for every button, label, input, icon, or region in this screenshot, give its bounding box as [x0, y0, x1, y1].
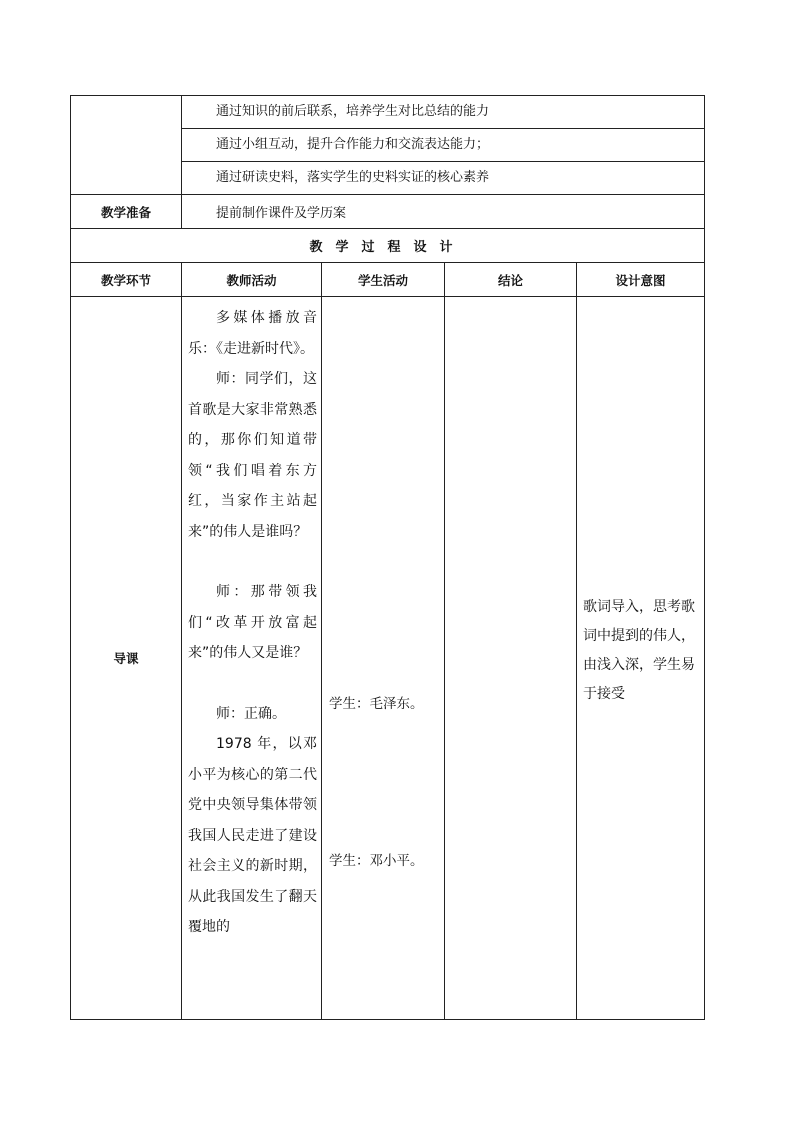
spacer [188, 669, 317, 699]
goal-line-3: 通过研读史料，落实学生的史料实证的核心素养 [182, 162, 705, 195]
teacher-para-2: 师：同学们，这首歌是大家非常熟悉的，那你们知道带领“我们唱着东方红，当家作主站起来”的伟人是谁吗？ [188, 371, 317, 540]
design-intent-cell [577, 297, 705, 1020]
header-teacher: 教师活动 [182, 263, 322, 297]
teacher-para-3: 师：那带领我们“改革开放富起来”的伟人又是谁？ [188, 584, 317, 661]
student-answer-1: 学生：毛泽东。 [329, 696, 424, 712]
teacher-para-1: 多媒体播放音乐：《走进新时代》。 [188, 310, 317, 357]
column-header-row [71, 263, 705, 297]
student-answer-2: 学生：邓小平。 [329, 853, 424, 869]
goals-label-cell [71, 96, 182, 195]
goal-line-1: 通过知识的前后联系，培养学生对比总结的能力 [182, 96, 705, 129]
stage-cell: 导课 [71, 297, 182, 1020]
spacer [188, 547, 317, 577]
teacher-para-4: 师：正确。 [216, 705, 286, 722]
design-intent-text: 歌词导入，思考歌词中提到的伟人，由浅入深，学生易于接受 [583, 599, 695, 702]
goal-line-2: 通过小组互动，提升合作能力和交流表达能力； [182, 129, 705, 162]
header-conclusion: 结论 [445, 263, 577, 297]
table-row [71, 297, 705, 1020]
process-title: 教学过程设计 [71, 229, 705, 263]
goals-row-1 [71, 96, 705, 129]
prep-label: 教学准备 [71, 195, 182, 229]
teacher-activity-cell [182, 297, 322, 1020]
lesson-plan-document [70, 95, 704, 1020]
header-student: 学生活动 [322, 263, 445, 297]
conclusion-cell [445, 297, 577, 1020]
prep-value: 提前制作课件及学历案 [182, 195, 705, 229]
teacher-para-5: 1978 年，以邓小平为核心的第二代党中央领导集体带领我国人民走进了建设社会主义的新时期，从此我国发生了翻天覆地的 [188, 736, 317, 935]
prep-row [71, 195, 705, 229]
process-title-row [71, 229, 705, 263]
lesson-plan-table [70, 95, 705, 1020]
header-intent: 设计意图 [577, 263, 705, 297]
student-activity-cell [322, 297, 445, 1020]
header-stage: 教学环节 [71, 263, 182, 297]
